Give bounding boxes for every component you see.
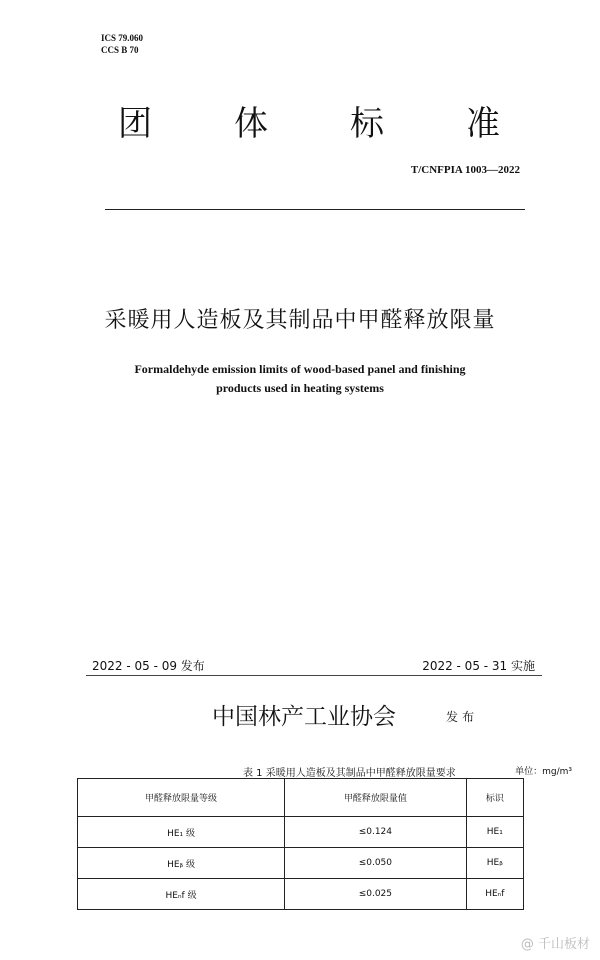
table-cell: ≤0.124 xyxy=(285,817,467,848)
issuer-name: 中国林产工业协会 xyxy=(212,704,396,730)
title-char: 标 xyxy=(350,104,384,144)
table-cell: HEₙf xyxy=(466,879,523,910)
watermark-logo-icon: @ xyxy=(520,937,534,952)
table-row xyxy=(78,817,524,848)
table-caption: 表 1 采暖用人造板及其制品中甲醛释放限量要求 xyxy=(243,768,456,779)
standard-number: T/CNFPIA 1003—2022 xyxy=(410,164,520,176)
ccs-code: CCS B 70 xyxy=(101,45,139,55)
chinese-title: 采暖用人造板及其制品中甲醛释放限量 xyxy=(104,308,496,333)
table-cell: HEₙf 级 xyxy=(78,879,285,910)
table-cell: HE₁ xyxy=(466,817,523,848)
table-cell: HEᵦ xyxy=(466,848,523,879)
table-cell: ≤0.050 xyxy=(285,848,467,879)
table-cell: ≤0.025 xyxy=(285,879,467,910)
english-title xyxy=(0,360,600,398)
publish-date: 2022 - 05 - 09 发布 xyxy=(92,659,205,673)
table-header-cell: 甲醛释放限量值 xyxy=(285,779,467,817)
watermark-text: 千山板材 xyxy=(537,937,590,952)
issuer-suffix: 发布 xyxy=(446,710,479,724)
header-divider xyxy=(105,209,525,210)
title-char: 体 xyxy=(234,104,268,144)
date-divider xyxy=(86,675,542,676)
table-row xyxy=(78,879,524,910)
table-header-cell: 标识 xyxy=(466,779,523,817)
ics-code: ICS 79.060 xyxy=(101,33,144,43)
table-header-row xyxy=(78,779,524,817)
classification-codes xyxy=(101,32,143,56)
table-cell: HE₁ 级 xyxy=(78,817,285,848)
table-header-cell: 甲醛释放限量等级 xyxy=(78,779,285,817)
watermark xyxy=(521,933,590,952)
title-char: 团 xyxy=(118,104,152,144)
implement-date: 2022 - 05 - 31 实施 xyxy=(422,659,535,673)
english-title-line: products used in heating systems xyxy=(216,381,384,395)
table-unit: 单位：mg/m³ xyxy=(515,767,572,777)
english-title-line: Formaldehyde emission limits of wood-based panel and finishing xyxy=(134,362,466,376)
title-char: 准 xyxy=(466,104,500,144)
table-cell: HEᵦ 级 xyxy=(78,848,285,879)
limits-table xyxy=(77,778,524,910)
document-type-title xyxy=(118,96,500,145)
table-row xyxy=(78,848,524,879)
